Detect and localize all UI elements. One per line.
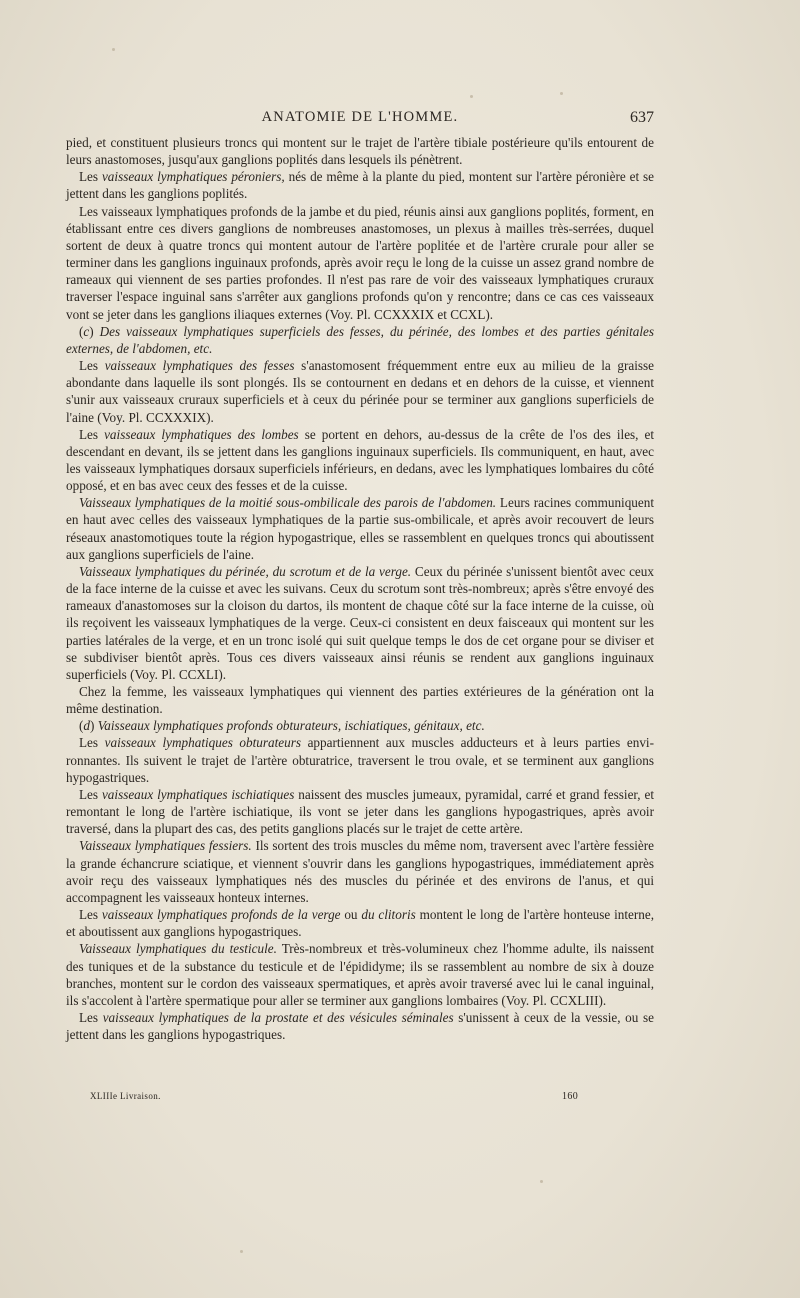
paragraph (66, 203, 654, 323)
text-run: Les (79, 735, 105, 751)
paper-speck (112, 48, 115, 51)
paragraph (66, 357, 654, 426)
paragraph (66, 837, 654, 906)
text-run: ou (340, 907, 362, 923)
printer-signature: XLIIIe Livraison. (90, 1091, 161, 1101)
paragraph (66, 717, 654, 734)
paragraph (66, 683, 654, 717)
text-run: se portent en dehors, au-dessus de la crête de l'os des iles, et descendant en devant, ils se jettent dans les ganglions inguinaux superficiels. Ils communiquent, en haut, avec les vaisseaux lymphatiques dorsaux superficiels inférieurs, en dedans, avec les lymphatiques lombaires du côté opposé, et en bas avec ceux des fesses et de la cuisse. (66, 426, 655, 494)
text-run: Les vaisseaux lymphatiques profonds de la jambe et du pied, réunis ainsi aux ganglions poplités, forment, en établissant entre ces divers ganglions de nombreuses anastomoses, un plexus à mailles très-serrées, duquel sortent de deux à quatre troncs qui montent autour de l'artère poplitée et de l'artère crurale pour aller se terminer dans les ganglions inguinaux profonds, après avoir reçu le long de la cuisse un assez grand nombre de rameaux qui viennent de ses parties profondes. Il n'est pas rare de voir des vaisseaux lymphatiques cruraux traverser l'espace inguinal sans s'arrêter aux ganglions profonds qu'on y rencontre; dans ce cas ces vaisseaux vont se jeter dans les ganglions iliaques externes (Voy. Pl. CCXXXIX et CCXL). (66, 203, 654, 322)
paper-speck (240, 1250, 243, 1253)
text-run: Ils sortent des trois muscles du même nom, traversent avec l'artère fessière la grande échancrure sciatique, et viennent s'ouvrir dans les ganglions hypogastriques, immédiatement après avoir reçu des vaisseaux lymphatiques nés des muscles du périnée et des environs de l'anus, et qui accompagnent les vaisseaux honteux internes. (66, 838, 655, 905)
paragraph (66, 734, 654, 785)
text-run: Les (79, 786, 102, 802)
italic-run: vaisseaux lymphatiques des lombes (104, 426, 299, 442)
body-text (66, 134, 654, 1043)
text-run: Les (79, 1009, 103, 1025)
text-run: Les (79, 907, 102, 923)
paragraph (66, 786, 654, 837)
paper-speck (540, 1180, 543, 1183)
text-run: s'anastomosent fréquemment entre eux au milieu de la graisse abondante dans laquelle ils sont plongés. Ils se contournent en dedans et en dehors de la cuisse, et viennent s'unir aux vaisseaux cruraux superficiels et à ceux du périnée pour se terminer aux ganglions superficiels de l'aine (Voy. Pl. CCXXXIX). (66, 358, 654, 425)
text-run: s'unissent à ceux de la vessie, ou se jettent dans les ganglions hypogastriques. (66, 1009, 654, 1043)
paragraph (66, 563, 654, 683)
paragraph (66, 494, 654, 563)
page-number: 637 (630, 109, 654, 126)
paragraph (66, 906, 654, 940)
paragraph (66, 940, 654, 1009)
italic-run: vaisseaux lymphatiques péroniers, (101, 169, 285, 185)
italic-run: Vaisseaux lymphatiques profonds obturateurs, ischiatiques, génitaux, etc. (97, 718, 485, 734)
text-run: Les (79, 169, 102, 185)
italic-run: Des vaisseaux lymphatiques superficiels des fesses, du périnée, des lombes et des parties génitales externes, de l'abdomen, etc. (66, 323, 654, 356)
paragraph (66, 323, 654, 357)
italic-run: vaisseaux lymphatiques obturateurs (104, 735, 301, 751)
sheet-number: 160 (562, 1091, 579, 1102)
text-run: ) (89, 323, 100, 339)
text-run: naissent des muscles jumeaux, pyramidal, carré et grand fessier, et remontant le long de l'artère ischiatique, ils vont se jeter dans les ganglions hypogastriques, après avoir traversé, dans la plupart des cas, des petits ganglions placés sur le trajet de cette artère. (66, 786, 655, 837)
text-run: montent le long de l'artère honteuse interne, et aboutissent aux ganglions hypogastriques. (66, 907, 655, 940)
running-title: ANATOMIE DE L'HOMME. (261, 109, 459, 125)
text-run: Très-nombreux et très-volumineux chez l'homme adulte, ils naissent des tuniques et de la substance du testicule et de l'épididyme; ils se rassemblent au nombre de six à douze branches, montent sur le cordon des vaisseaux spermatiques, et après avoir traversé avec lui le canal inguinal, ils s'accolent à l'artère spermatique pour aller se terminer aux ganglions lombaires (Voy. Pl. CCXLIII). (66, 941, 654, 1008)
text-run: ) (90, 718, 98, 734)
paper-speck (560, 92, 563, 95)
italic-run: c (83, 323, 90, 339)
italic-run: vaisseaux lymphatiques des fesses (104, 358, 295, 374)
text-run: appartiennent aux muscles adducteurs et à leurs parties environnantes. Ils suivent le trajet de l'artère obturatrice, traversent le trou ovale, et se terminent aux ganglions hypogastriques. (66, 735, 654, 785)
paragraph (66, 426, 654, 495)
italic-run: vaisseaux lymphatiques de la prostate et des vésicules séminales (102, 1009, 454, 1025)
text-run: Ceux du périnée s'unissent bientôt avec ceux de la face interne de la cuisse et avec les suivans. Ceux du scrotum sont très-nombreux; après s'être envoyé des rameaux d'anastomoses sur la cloison du dartos, ils montent de chaque côté sur la face interne de la cuisse, où ils reçoivent les vaisseaux lymphatiques de la verge. Ceux-ci consistent en deux faisceaux qui montent sur les parties latérales de la verge, et en un tronc isolé qui suit quelque temps le dos de cet organe pour se diviser et se subdiviser bientôt après. Tous ces divers vaisseaux ainsi réunis se rendent aux ganglions inguinaux superficiels (Voy. Pl. CCXLI). (66, 563, 654, 682)
page-header (66, 109, 654, 129)
italic-run: Vaisseaux lymphatiques de la moitié sous-ombilicale des parois de l'abdomen. (79, 495, 497, 511)
text-run: Les (79, 358, 105, 374)
paragraph (66, 168, 654, 202)
italic-run: Vaisseaux lymphatiques du périnée, du scrotum et de la verge. (79, 563, 412, 579)
text-run: ( (79, 323, 84, 339)
text-run: Chez la femme, les vaisseaux lymphatiques qui viennent des parties extérieures de la génération ont la même destination. (66, 684, 654, 717)
text-run: pied, et constituent plusieurs troncs qui montent sur le trajet de l'artère tibiale postérieure qu'ils entourent de leurs anastomoses, jusqu'aux ganglions poplités dans lesquels ils pénètrent. (66, 135, 654, 168)
italic-run: vaisseaux lymphatiques ischiatiques (101, 786, 295, 802)
italic-run: du clitoris (361, 907, 416, 923)
text-run: Les (79, 426, 105, 442)
italic-run: vaisseaux lymphatiques profonds de la verge (101, 907, 341, 923)
italic-run: d (83, 718, 90, 734)
italic-run: Vaisseaux lymphatiques du testicule. (79, 941, 277, 957)
text-run: nés de même à la plante du pied, montent sur l'artère péronière et se jettent dans les ganglions poplités. (66, 169, 654, 202)
paper-speck (470, 95, 473, 98)
italic-run: Vaisseaux lymphatiques fessiers. (79, 838, 252, 854)
paragraph (66, 134, 654, 168)
text-run: ( (79, 718, 84, 734)
paragraph (66, 1009, 654, 1043)
page-footer (90, 1091, 610, 1105)
text-run: Leurs racines communiquent en haut avec celles des vaisseaux lymphatiques de la partie sus-ombilicale, et après avoir recouvert de leurs réseaux anastomotiques toute la région hypogastrique, elles se rassemblent en quelques troncs qui aboutissent aux ganglions superficiels de l'aine. (66, 495, 654, 562)
